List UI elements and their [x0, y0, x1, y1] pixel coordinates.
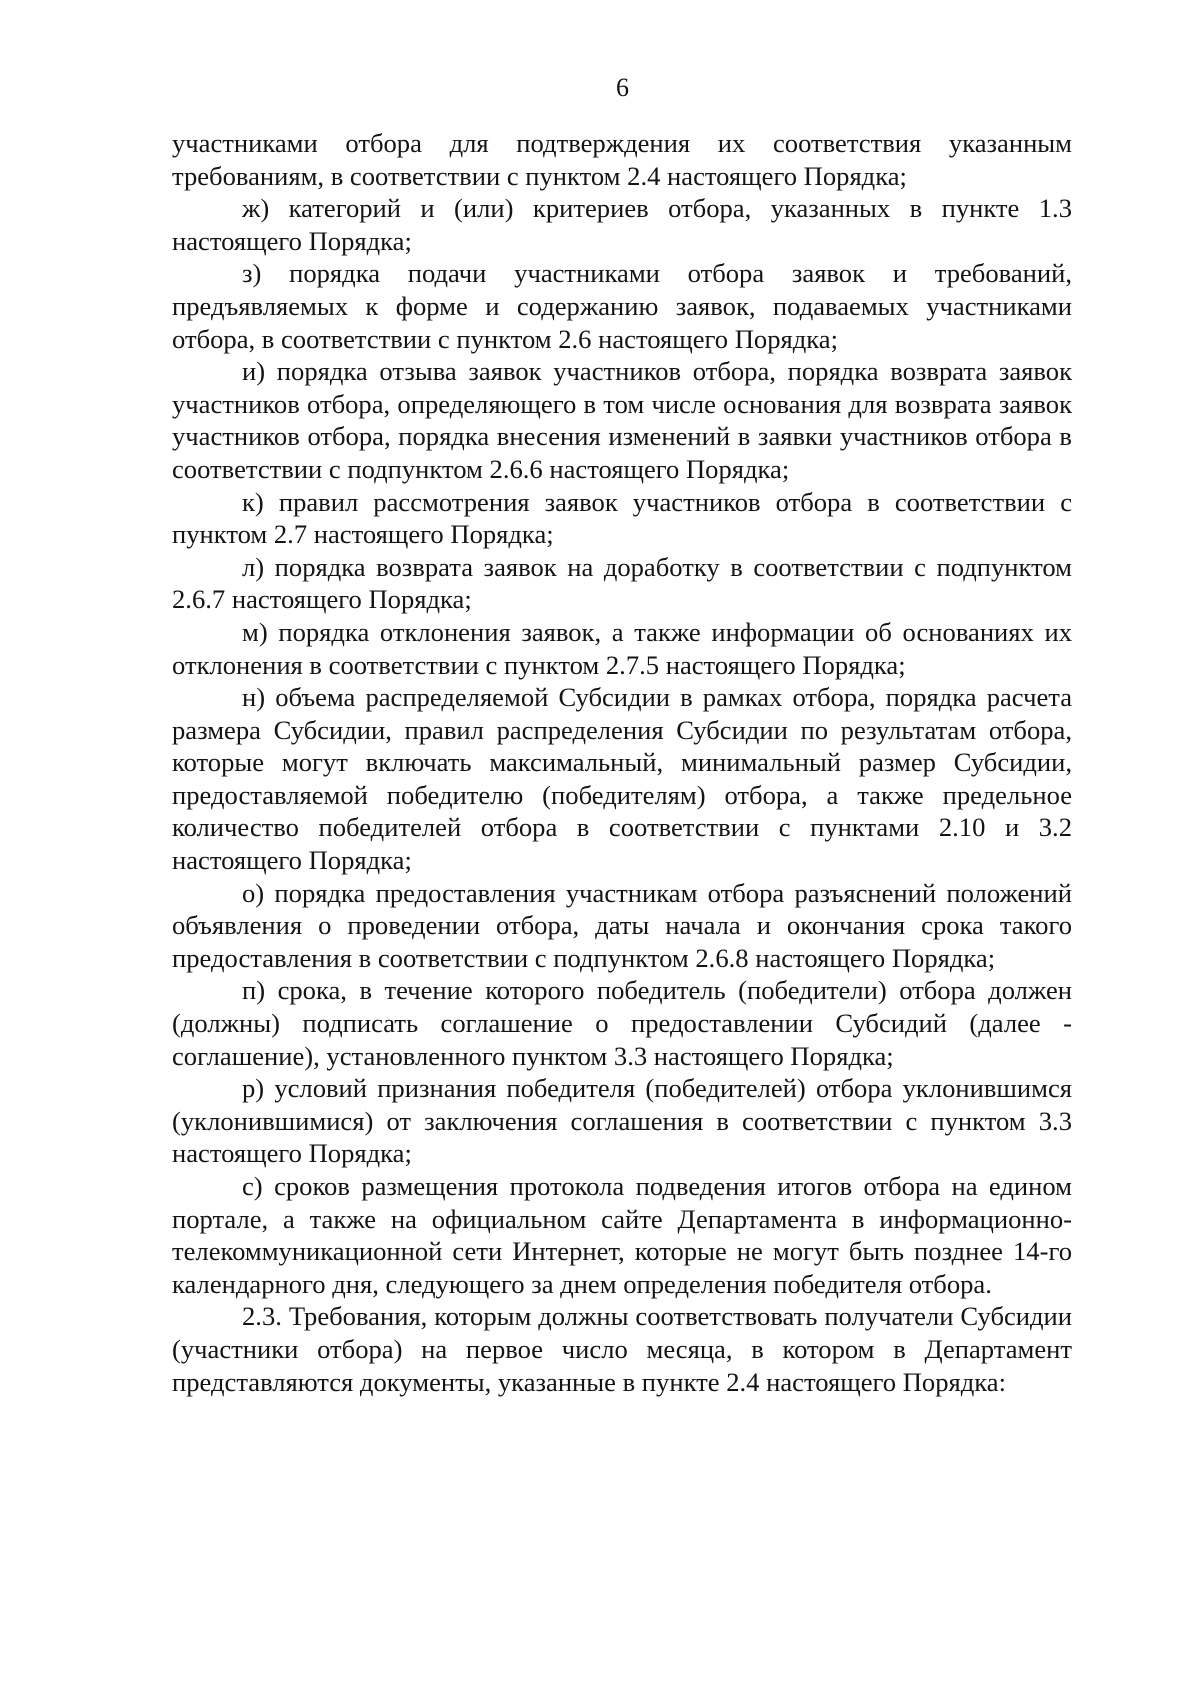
paragraph-item-l: л) порядка возврата заявок на доработку в соответствии с подпунктом 2.6.7 настоящего Порядка; — [172, 551, 1072, 615]
paragraph-item-zh: ж) категорий и (или) критериев отбора, указанных в пункте 1.3 настоящего Порядка; — [172, 193, 1072, 256]
paragraph-item-m: м) порядка отклонения заявок, а также информации об основаниях их отклонения в соответствии с пунктом 2.7.5 настоящего Порядка; — [172, 616, 1072, 680]
paragraph-continuation: участниками отбора для подтверждения их соответствия указанным требованиям, в соответствии с пунктом 2.4 настоящего Порядка; — [172, 128, 1072, 191]
paragraph-item-r: р) условий признания победителя (победителей) отбора уклонившимся (уклонившимися) от заключения соглашения в соответствии с пунктом 3.3 настоящего Порядка; — [172, 1073, 1072, 1169]
page-number: 6 — [616, 73, 629, 102]
paragraph-item-s: с) сроков размещения протокола подведения итогов отбора на едином портале, а также на официальном сайте Департамента в информационно-телекоммуникационной сети Интернет, которые не могут быть позднее 14-го календарного дня, следующего за днем определения победителя отбора. — [172, 1171, 1072, 1299]
document-body — [172, 127, 1072, 1398]
paragraph-item-i: и) порядка отзыва заявок участников отбора, порядка возврата заявок участников отбора, определяющего в том числе основания для возврата заявок участников отбора, порядка внесения изменений в заявки участников отбора в соответствии с подпунктом 2.6.6 настоящего Порядка; — [172, 356, 1072, 484]
paragraph-item-p: п) срока, в течение которого победитель (победители) отбора должен (должны) подписать соглашение о предоставлении Субсидий (далее - соглашение), установленного пунктом 3.3 настоящего Порядка; — [172, 975, 1072, 1071]
paragraph-item-k: к) правил рассмотрения заявок участников отбора в соответствии с пунктом 2.7 настоящего Порядка; — [172, 486, 1072, 550]
paragraph-item-n: н) объема распределяемой Субсидии в рамках отбора, порядка расчета размера Субсидии, правил распределения Субсидии по результатам отбора, которые могут включать максимальный, минимальный размер Субсидии, предоставляемой победителю (победителям) отбора, а также предельное количество победителей отбора в соответствии с пунктами 2.10 и 3.2 настоящего Порядка; — [172, 682, 1072, 876]
paragraph-item-z: з) порядка подачи участниками отбора заявок и требований, предъявляемых к форме и содержанию заявок, подаваемых участниками отбора, в соответствии с пунктом 2.6 настоящего Порядка; — [172, 258, 1072, 354]
paragraph-section-2-3: 2.3. Требования, которым должны соответствовать получатели Субсидии (участники отбора) на первое число месяца, в котором в Департамент представляются документы, указанные в пункте 2.4 настоящего Порядка: — [172, 1301, 1072, 1397]
paragraph-item-o: о) порядка предоставления участникам отбора разъяснений положений объявления о проведении отбора, даты начала и окончания срока такого предоставления в соответствии с подпунктом 2.6.8 настоящего Порядка; — [172, 877, 1072, 973]
